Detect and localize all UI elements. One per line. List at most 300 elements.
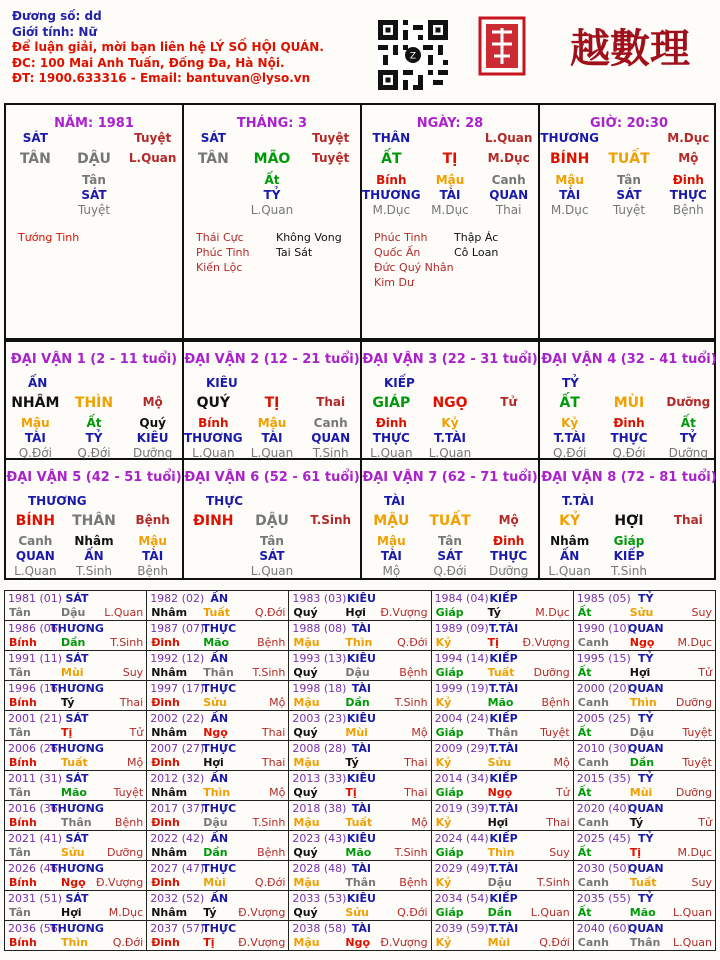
year-god: THƯƠNG xyxy=(50,862,104,875)
dai-van-row xyxy=(362,431,538,445)
pillar-cell: SÁT xyxy=(22,131,48,145)
year-god: THỰC xyxy=(202,622,237,635)
dai-van-5 xyxy=(6,460,184,578)
dai-van-row xyxy=(6,416,182,430)
year-chi: Tuất xyxy=(203,606,230,619)
year-can: Kỷ xyxy=(435,876,452,889)
dai-van-1 xyxy=(6,342,184,458)
dai-van-can: ẤT xyxy=(559,395,580,411)
year-chi: Tý xyxy=(203,906,217,919)
year-god: KIÊU xyxy=(346,772,376,785)
year-can: Tân xyxy=(9,606,31,619)
year-can: Canh xyxy=(577,816,609,829)
star-left: Phúc Tinh xyxy=(374,231,428,244)
year-god: T.TÀI xyxy=(488,862,519,875)
year-can: Nhâm xyxy=(151,666,188,679)
year-stage: Dưỡng xyxy=(107,846,144,859)
dai-van-can: QUÝ xyxy=(196,395,231,411)
dai-van-row xyxy=(6,534,182,548)
year-label: 2012 (32) xyxy=(150,772,205,785)
year-chi: Thân xyxy=(487,726,519,739)
pillar-cell xyxy=(6,173,65,187)
year-box xyxy=(432,891,573,920)
year-label: 2038 (58) xyxy=(292,922,347,935)
year-god: T.TÀI xyxy=(488,922,519,935)
pillar-row xyxy=(6,203,182,217)
year-stage: Mộ xyxy=(553,756,570,769)
pillar-cell: Ất xyxy=(264,173,280,187)
year-stage: Bệnh xyxy=(114,816,144,829)
year-box xyxy=(289,621,430,650)
dai-van-chi: NGỌ xyxy=(432,395,468,411)
year-stage: Mộ xyxy=(411,726,428,739)
year-label: 1999 (19) xyxy=(434,682,489,695)
year-box xyxy=(289,711,430,740)
year-chi: Tuất xyxy=(345,816,373,829)
annual-row xyxy=(5,891,716,921)
year-stage: T.Sinh xyxy=(252,816,286,829)
dai-van-cell: Mậu xyxy=(21,416,50,430)
pillar-cell: THỰC xyxy=(669,188,707,202)
year-cell xyxy=(573,771,715,801)
year-god: ẤN xyxy=(210,652,229,665)
dai-van-can: KỶ xyxy=(559,513,581,529)
year-box xyxy=(289,801,430,830)
year-can: Giáp xyxy=(435,846,464,859)
year-box xyxy=(432,651,573,680)
pillar-cell: TỶ xyxy=(263,188,281,202)
dai-van-cell: KIÊU xyxy=(136,431,169,445)
dai-van-cell: KIẾP xyxy=(613,549,645,563)
year-stage: T.Sinh xyxy=(394,696,428,709)
year-box xyxy=(574,741,715,770)
pillar-row xyxy=(540,131,718,145)
year-label: 1990 (10) xyxy=(576,622,631,635)
gender: Giới tính: Nữ xyxy=(12,24,97,39)
star-left: Kiến Lộc xyxy=(196,261,243,274)
dai-van-cell: L.Quan xyxy=(250,564,294,578)
year-box xyxy=(147,921,288,950)
dai-van-cell: L.Quan xyxy=(192,446,235,460)
year-stage: Tuyệt xyxy=(682,726,712,739)
year-label: 2013 (33) xyxy=(292,772,347,785)
year-label: 2024 (44) xyxy=(434,832,489,845)
year-chi: Dậu xyxy=(629,726,655,739)
year-chi: Ngọ xyxy=(487,786,513,799)
year-can: Bính xyxy=(9,696,37,709)
year-box xyxy=(289,651,430,680)
dai-van-2 xyxy=(184,342,362,458)
pillar-cell: TÂN xyxy=(19,151,51,167)
year-stage: Bệnh xyxy=(257,636,286,649)
year-label: 2032 (52) xyxy=(150,892,205,905)
year-chi: Tuất xyxy=(61,756,88,769)
year-can: Tân xyxy=(9,726,31,739)
year-chi: Tý xyxy=(629,816,644,829)
dai-van-cell: Q.Đới xyxy=(433,564,467,578)
pillar-row xyxy=(184,173,360,187)
pillar-cell: Tuyệt xyxy=(77,203,111,217)
year-god: THỰC xyxy=(202,682,237,695)
year-god: KIÊU xyxy=(346,832,376,845)
dai-van-cell: Q.Đới xyxy=(18,446,52,460)
year-chi: Sửu xyxy=(629,606,654,619)
dai-van-row xyxy=(362,534,538,548)
year-cell xyxy=(5,681,147,711)
year-can: Kỷ xyxy=(435,756,452,769)
year-chi: Sửu xyxy=(487,756,512,769)
year-god: ẤN xyxy=(210,712,229,725)
star-right xyxy=(454,275,534,290)
pillar-row xyxy=(540,188,718,202)
year-god: QUAN xyxy=(627,922,664,935)
dai-van-chi: HỢI xyxy=(614,513,644,529)
year-label: 2011 (31) xyxy=(8,772,63,785)
year-can: Nhâm xyxy=(151,786,188,799)
dai-van-cell: TỶ xyxy=(85,431,103,445)
year-stage: Đ.Vượng xyxy=(522,636,570,649)
star-left: Phúc Tinh xyxy=(196,246,250,259)
pillar-row xyxy=(184,203,360,217)
year-god: KIÊU xyxy=(346,652,376,665)
pillar-cell: M.Dục xyxy=(487,151,530,165)
dai-van-cell xyxy=(659,549,718,563)
year-label: 2030 (50) xyxy=(576,862,631,875)
dai-van-god: TỶ xyxy=(562,376,579,390)
dai-van-cell xyxy=(184,549,243,563)
year-label: 1986 (06) xyxy=(8,622,63,635)
year-stage: Thai xyxy=(119,696,144,709)
year-label: 2027 (47) xyxy=(150,862,205,875)
dai-van-row xyxy=(540,431,718,445)
year-cell xyxy=(573,621,715,651)
dai-van-god: ẤN xyxy=(28,376,48,390)
year-god: TỶ xyxy=(638,772,654,785)
year-can: Tân xyxy=(9,846,31,859)
pillar-cell xyxy=(184,203,243,217)
year-stage: Tử xyxy=(129,726,144,739)
dai-van-4 xyxy=(540,342,718,458)
dai-van-cell xyxy=(301,534,360,548)
dai-van-cell xyxy=(184,564,243,578)
dai-van-cell: Mậu xyxy=(138,534,167,548)
year-box xyxy=(147,891,288,920)
dai-van-cell: Dưỡng xyxy=(668,446,709,460)
year-stage: Đ.Vượng xyxy=(380,936,428,949)
year-cell xyxy=(5,891,147,921)
pillar-cell: BÍNH xyxy=(550,151,590,167)
year-box xyxy=(432,771,573,800)
year-stage: Q.Đới xyxy=(539,936,570,949)
dai-van-cell: Quý xyxy=(139,416,166,430)
dai-van-row xyxy=(362,446,538,460)
pillar-cell xyxy=(301,173,360,187)
year-cell xyxy=(431,921,573,951)
year-cell xyxy=(289,801,431,831)
year-can: Bính xyxy=(9,936,37,949)
pillar-cell: L.Quan xyxy=(128,151,177,165)
year-god: SÁT xyxy=(65,652,89,665)
pillar-stars xyxy=(196,230,356,275)
pillar-cell: TỊ xyxy=(442,151,458,167)
year-label: 1996 (16) xyxy=(8,682,63,695)
year-cell xyxy=(573,711,715,741)
year-can: Đinh xyxy=(151,756,180,769)
dai-van-can: ĐINH xyxy=(193,513,234,529)
annual-row xyxy=(5,621,716,651)
year-cell xyxy=(289,771,431,801)
year-stage: Dưỡng xyxy=(675,696,712,709)
year-box xyxy=(147,711,288,740)
year-stage: T.Sinh xyxy=(110,636,144,649)
pillar-cell: THƯƠNG xyxy=(362,188,421,202)
pillar-cell: M.Dục xyxy=(667,131,710,145)
year-stage: Mộ xyxy=(269,696,286,709)
dai-van-main xyxy=(540,513,718,529)
year-box xyxy=(574,591,715,620)
dai-van-cell: Nhâm xyxy=(550,534,590,548)
year-can: Đinh xyxy=(151,696,180,709)
year-label: 2008 (28) xyxy=(292,742,347,755)
year-cell xyxy=(289,861,431,891)
year-box xyxy=(432,861,573,890)
year-cell xyxy=(5,921,147,951)
dai-van-row-2 xyxy=(4,460,716,580)
year-can: Kỷ xyxy=(435,816,452,829)
year-chi: Ngọ xyxy=(345,936,371,949)
year-cell xyxy=(573,801,715,831)
logo-text: 越數理 xyxy=(570,25,690,72)
year-chi: Tị xyxy=(61,726,73,739)
pillar-cell: Đinh xyxy=(672,173,704,187)
year-label: 2040 (60) xyxy=(576,922,631,935)
dai-van-title: ĐẠI VẬN 6 (52 - 61 tuổi) xyxy=(184,470,360,485)
star-right: Cô Loan xyxy=(454,246,499,259)
year-chi: Mùi xyxy=(345,726,368,739)
year-cell xyxy=(573,681,715,711)
year-label: 2017 (37) xyxy=(150,802,205,815)
year-label: 2026 (46) xyxy=(8,862,63,875)
dai-van-cell: Đinh xyxy=(375,416,407,430)
year-box xyxy=(289,741,430,770)
pillar-cell: Mậu xyxy=(435,173,465,187)
year-box xyxy=(147,741,288,770)
pillar-cell: TÀI xyxy=(559,188,581,202)
year-stage: Bệnh xyxy=(257,846,286,859)
dai-van-god: KIẾP xyxy=(384,376,415,390)
year-cell xyxy=(289,741,431,771)
dai-van-cell: SÁT xyxy=(437,549,463,563)
dai-van-title: ĐẠI VẬN 8 (72 - 81 tuổi) xyxy=(541,470,717,485)
year-box xyxy=(5,891,146,920)
year-chi: Tị xyxy=(203,936,215,949)
year-cell xyxy=(573,891,715,921)
year-box xyxy=(5,711,146,740)
year-label: 2020 (40) xyxy=(576,802,631,815)
year-can: Mậu xyxy=(293,756,320,769)
dai-van-cell: L.Quan xyxy=(14,564,57,578)
year-can: Giáp xyxy=(435,606,464,619)
year-stage: M.Dục xyxy=(108,906,144,919)
year-stage: Đ.Vượng xyxy=(238,906,286,919)
year-god: TÀI xyxy=(351,622,372,635)
year-can: Tân xyxy=(9,906,31,919)
year-box xyxy=(147,621,288,650)
year-god: SÁT xyxy=(65,772,89,785)
star-right xyxy=(98,230,178,245)
pillar-stars xyxy=(18,230,178,245)
year-box xyxy=(574,891,715,920)
year-stage: L.Quan xyxy=(673,906,712,919)
year-can: Quý xyxy=(293,906,318,919)
dai-van-cell xyxy=(301,549,360,563)
year-chi: Thìn xyxy=(61,936,88,949)
dai-van-row xyxy=(540,534,718,548)
year-stage: Suy xyxy=(691,606,712,619)
year-stage: Dưỡng xyxy=(675,786,712,799)
year-god: TỶ xyxy=(638,832,654,845)
year-can: Nhâm xyxy=(151,906,188,919)
dai-van-cell: Tân xyxy=(438,534,462,548)
year-can: Canh xyxy=(577,936,609,949)
dai-van-god: THỰC xyxy=(206,494,244,508)
year-god: QUAN xyxy=(627,802,664,815)
year-box xyxy=(574,651,715,680)
year-chi: Mùi xyxy=(487,936,511,949)
annual-row xyxy=(5,831,716,861)
year-label: 2016 (36) xyxy=(8,802,63,815)
pillar-cell: Tuyệt xyxy=(312,131,350,145)
year-cell xyxy=(573,741,715,771)
dai-van-cell: TỶ xyxy=(679,431,697,445)
dai-van-row xyxy=(362,549,538,563)
star-right xyxy=(276,260,356,275)
dai-van-row-1 xyxy=(4,340,716,460)
year-can: Đinh xyxy=(151,936,180,949)
dai-van-cell: THỰC xyxy=(610,431,648,445)
year-god: TÀI xyxy=(351,682,372,695)
year-god: KIẾP xyxy=(489,832,518,845)
year-can: Ất xyxy=(577,786,592,799)
year-can: Ất xyxy=(577,906,592,919)
year-chi: Ngọ xyxy=(203,726,228,739)
year-label: 1997 (17) xyxy=(150,682,205,695)
year-cell xyxy=(5,771,147,801)
year-label: 2031 (51) xyxy=(8,892,63,905)
year-cell xyxy=(431,621,573,651)
year-box xyxy=(289,831,430,860)
dai-van-cell: TÀI xyxy=(380,549,402,563)
year-label: 1987 (07) xyxy=(150,622,205,635)
year-cell xyxy=(5,621,147,651)
pillar-cell xyxy=(6,203,65,217)
year-stage: M.Dục xyxy=(677,846,712,859)
dai-van-cell: Canh xyxy=(18,534,53,548)
dai-van-chi: MÙI xyxy=(613,395,645,411)
pillar-cell: Tân xyxy=(82,173,106,187)
dai-van-can: NHÂM xyxy=(11,395,60,411)
pillar-cell: Bính xyxy=(376,173,407,187)
year-chi: Tuất xyxy=(487,666,515,679)
pillar-cell: M.Dục xyxy=(550,203,589,217)
year-stage: Thai xyxy=(261,756,286,769)
year-cell xyxy=(573,921,715,951)
year-chi: Mùi xyxy=(629,786,653,799)
year-box xyxy=(147,591,288,620)
year-box xyxy=(5,861,146,890)
pillar-cell: THƯƠNG xyxy=(540,131,599,145)
year-can: Bính xyxy=(9,756,37,769)
year-label: 2025 (45) xyxy=(576,832,631,845)
year-box xyxy=(147,861,288,890)
year-god: THƯƠNG xyxy=(50,802,104,815)
year-god: QUAN xyxy=(627,682,664,695)
star-right: Không Vong xyxy=(276,231,342,244)
year-label: 1995 (15) xyxy=(576,652,631,665)
year-god: TỶ xyxy=(638,712,654,725)
dai-van-cell: TÀI xyxy=(142,549,164,563)
year-box xyxy=(432,621,573,650)
star-right xyxy=(454,260,534,275)
year-can: Giáp xyxy=(435,726,464,739)
year-box xyxy=(432,921,573,950)
year-stage: Thai xyxy=(261,726,286,739)
year-god: KIÊU xyxy=(346,712,376,725)
year-chi: Thân xyxy=(203,666,234,679)
year-label: 2021 (41) xyxy=(8,832,63,845)
year-god: T.TÀI xyxy=(488,682,519,695)
year-label: 2010 (30) xyxy=(576,742,631,755)
year-can: Bính xyxy=(9,876,37,889)
year-chi: Thìn xyxy=(629,696,657,709)
dai-van-main xyxy=(362,513,538,529)
pillar-cell: Tuyệt xyxy=(134,131,172,145)
dai-van-title: ĐẠI VẬN 4 (32 - 41 tuổi) xyxy=(541,352,717,367)
year-chi: Thìn xyxy=(203,786,231,799)
year-chi: Hợi xyxy=(61,906,82,919)
year-can: Nhâm xyxy=(151,846,188,859)
pillar-cell xyxy=(123,173,182,187)
year-god: KIẾP xyxy=(489,652,518,665)
year-cell xyxy=(431,831,573,861)
year-cell xyxy=(147,591,289,621)
year-god: QUAN xyxy=(627,862,664,875)
year-chi: Mùi xyxy=(61,666,84,679)
year-god: TỶ xyxy=(638,652,654,665)
dai-van-cell: ẤN xyxy=(84,549,104,563)
dai-van-row xyxy=(362,416,538,430)
year-can: Canh xyxy=(577,756,609,769)
year-label: 2014 (34) xyxy=(434,772,489,785)
year-box xyxy=(147,801,288,830)
dai-van-3 xyxy=(362,342,540,458)
year-can: Kỷ xyxy=(435,936,452,949)
year-stage: Mộ xyxy=(411,816,428,829)
pillar-3 xyxy=(540,105,718,338)
pillar-stars xyxy=(374,230,534,290)
year-chi: Dần xyxy=(629,756,655,769)
pillar-cell xyxy=(123,203,182,217)
pillar-2 xyxy=(362,105,540,338)
dai-van-cell: Mộ xyxy=(382,564,401,578)
year-chi: Dần xyxy=(203,846,228,859)
dai-van-cell: TÀI xyxy=(24,431,46,445)
year-cell xyxy=(5,861,147,891)
year-can: Quý xyxy=(293,666,318,679)
year-can: Kỷ xyxy=(435,636,452,649)
year-god: THƯƠNG xyxy=(50,742,104,755)
dai-van-cell: TÀI xyxy=(261,431,283,445)
